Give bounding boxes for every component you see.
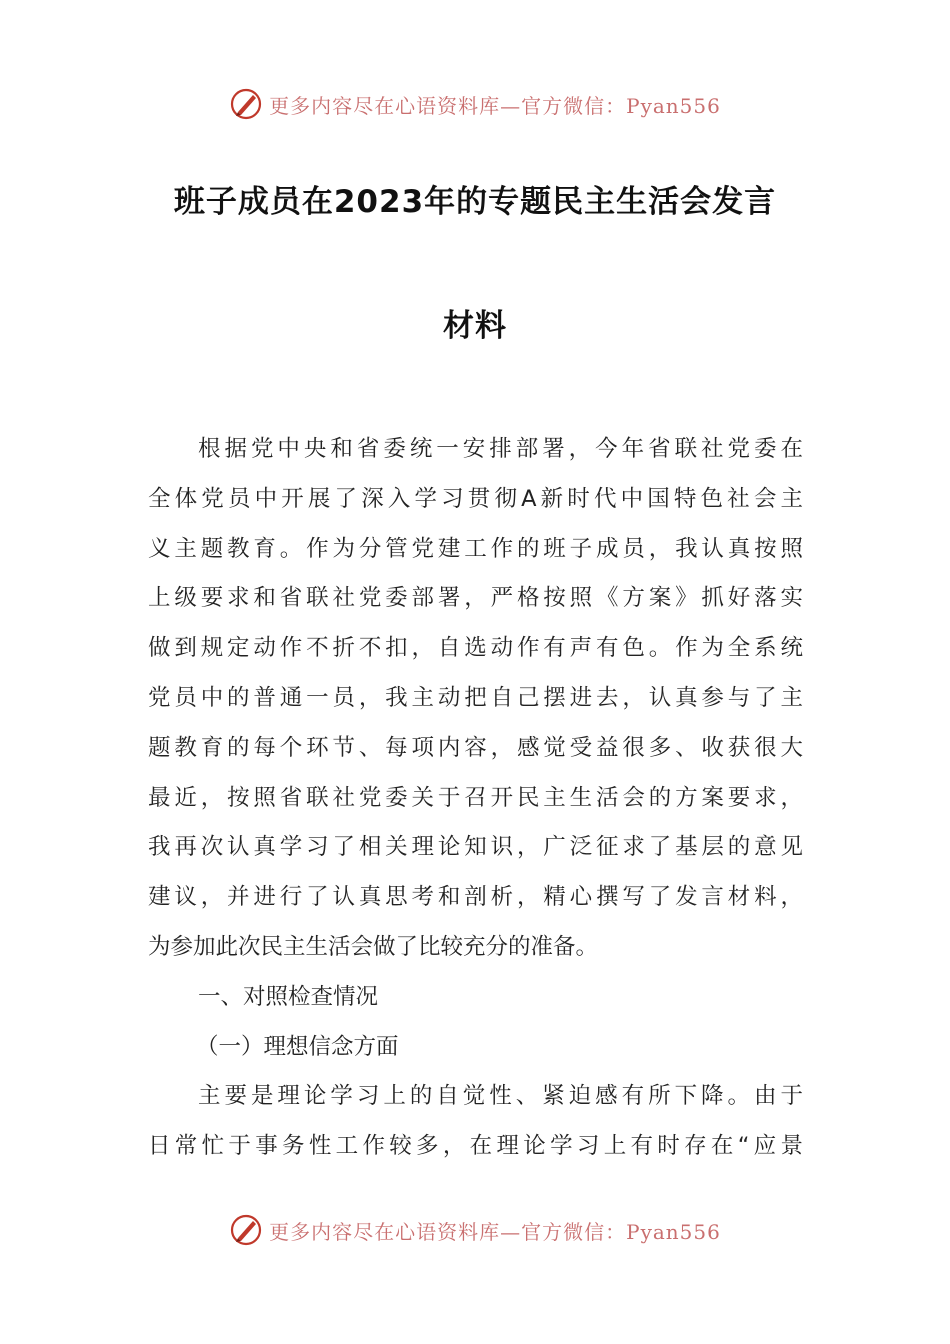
paragraph-line: 最近，按照省联社党委关于召开民主生活会的方案要求， <box>148 784 803 811</box>
paragraph-line: 建议，并进行了认真思考和剖析，精心撰写了发言材料， <box>148 884 803 911</box>
header-watermark <box>0 84 950 124</box>
document-body <box>148 425 803 1172</box>
section-heading: 一、对照检查情况 <box>198 983 379 1010</box>
document-title-line-1: 班子成员在2023年的专题民主生活会发言 <box>173 184 777 220</box>
paragraph-line: 题教育的每个环节、每项内容，感觉受益很多、收获很大 <box>148 734 803 761</box>
paragraph-line: 我再次认真学习了相关理论知识，广泛征求了基层的意见 <box>148 834 803 861</box>
document-title-line-2: 材料 <box>443 308 507 344</box>
watermark-text: 更多内容尽在心语资料库—官方微信：Pyan556 <box>269 93 721 118</box>
pen-seal-icon <box>229 1213 263 1247</box>
pen-seal-icon <box>229 87 263 121</box>
paragraph-line: 为参加此次民主生活会做了比较充分的准备。 <box>148 933 599 960</box>
paragraph-line: 党员中的普通一员，我主动把自己摆进去，认真参与了主 <box>148 684 803 711</box>
paragraph-line: 主要是理论学习上的自觉性、紧迫感有所下降。由于 <box>198 1083 803 1110</box>
paragraph-line: 上级要求和省联社党委部署，严格按照《方案》抓好落实 <box>148 585 803 612</box>
paragraph-line: 全体党员中开展了深入学习贯彻A新时代中国特色社会主 <box>148 485 803 512</box>
paragraph-line: 义主题教育。作为分管党建工作的班子成员，我认真按照 <box>148 535 803 562</box>
paragraph-line: 做到规定动作不折不扣，自选动作有声有色。作为全系统 <box>148 635 803 662</box>
subsection-heading: （一）理想信念方面 <box>196 1033 399 1060</box>
watermark-text: 更多内容尽在心语资料库—官方微信：Pyan556 <box>269 1219 721 1244</box>
footer-watermark <box>0 1210 950 1250</box>
paragraph-line: 日常忙于事务性工作较多，在理论学习上有时存在“应景 <box>148 1133 803 1160</box>
paragraph-line: 根据党中央和省委统一安排部署，今年省联社党委在 <box>198 436 803 462</box>
